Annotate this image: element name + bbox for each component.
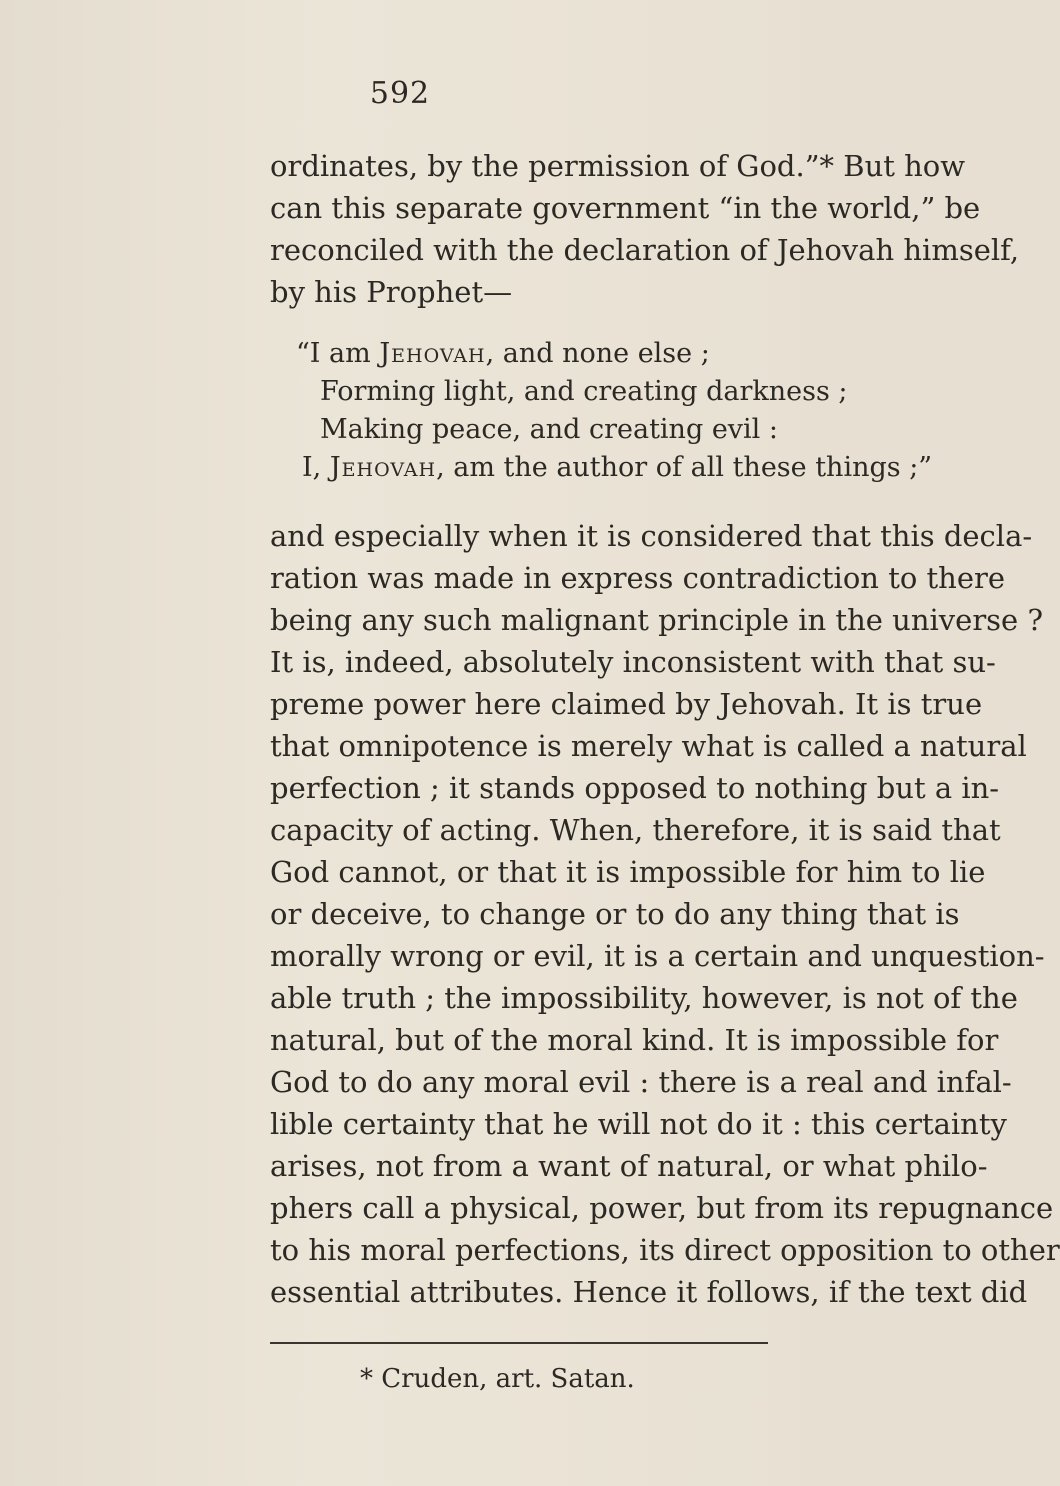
text-line: God cannot, or that it is impossible for him to lie [270,855,986,889]
text-line: natural, but of the moral kind. It is impossible for [270,1023,999,1057]
text-line: perfection ; it stands opposed to nothing but a in- [270,771,1000,805]
text-line: reconciled with the declaration of Jehovah himself, [270,233,1020,267]
text-line: arises, not from a want of natural, or what philo- [270,1149,988,1183]
verse-line: I, Jehovah, am the author of all these things ;” [302,452,933,483]
verse-line: Making peace, and creating evil : [320,414,778,445]
text-line: to his moral perfections, its direct opposition to other [270,1233,1060,1267]
text-line: phers call a physical, power, but from its repugnance [270,1191,1054,1225]
verse-line: Forming light, and creating darkness ; [320,376,848,407]
text-line: being any such malignant principle in the universe ? [270,603,1043,637]
text-line: morally wrong or evil, it is a certain and unquestion- [270,939,1045,973]
footnote-rule [270,1342,768,1344]
verse-line: “I am Jehovah, and none else ; [296,338,710,369]
text-line: lible certainty that he will not do it : this certainty [270,1107,1007,1141]
text-line: ration was made in express contradiction to there [270,561,1006,595]
text-line: can this separate government “in the world,” be [270,191,981,225]
text-line: God to do any moral evil : there is a real and infal- [270,1065,1012,1099]
text-line: preme power here claimed by Jehovah. It is true [270,687,983,721]
text-line: able truth ; the impossibility, however, is not of the [270,981,1018,1015]
text-line: by his Prophet— [270,275,513,309]
text-line: or deceive, to change or to do any thing that is [270,897,960,931]
text-line: that omnipotence is merely what is called a natural [270,729,1027,763]
text-line: and especially when it is considered that this decla- [270,519,1033,553]
page-number: 592 [369,76,431,111]
text-line: It is, indeed, absolutely inconsistent with that su- [270,645,996,679]
text-line: essential attributes. Hence it follows, if the text did [270,1275,1028,1309]
text-line: capacity of acting. When, therefore, it is said that [270,813,1001,847]
text-line: ordinates, by the permission of God.”* But how [270,149,966,183]
footnote: * Cruden, art. Satan. [360,1364,635,1394]
